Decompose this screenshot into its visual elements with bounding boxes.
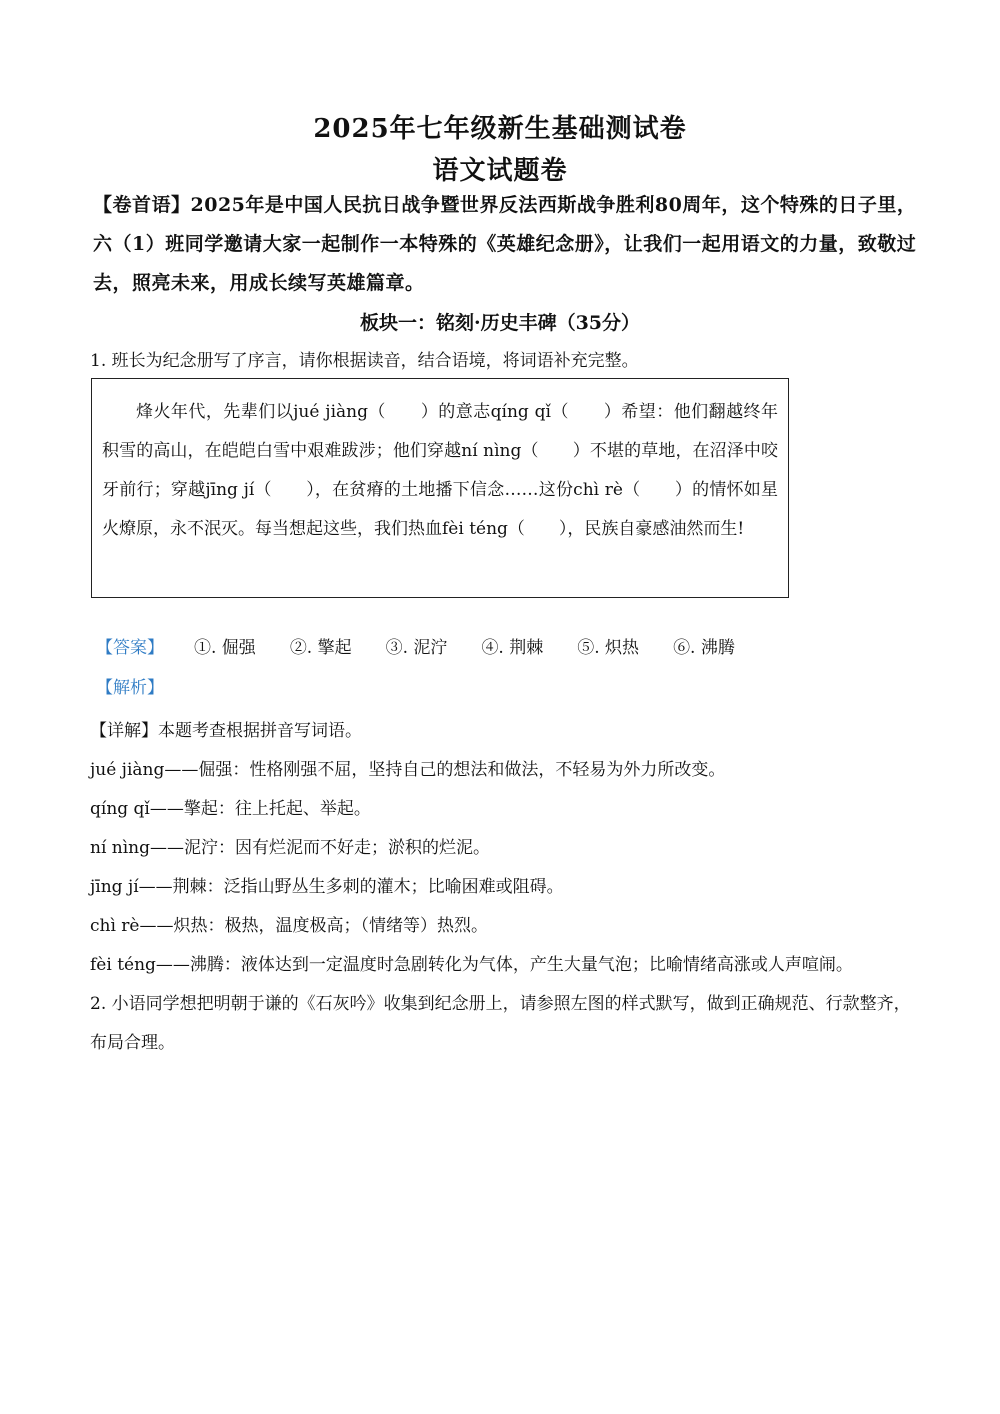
answer-label: 【答案】 xyxy=(96,638,164,658)
answer-item: ⑥. 沸腾 xyxy=(673,638,735,658)
analysis-label: 【解析】 xyxy=(96,678,164,698)
answer-item: ⑤. 炽热 xyxy=(577,638,640,658)
preface-paragraph: 【卷首语】2025年是中国人民抗日战争暨世界反法西斯战争胜利80周年，这个特殊的日子里，六（1）班同学邀请大家一起制作一本特殊的《英雄纪念册》，让我们一起用语文的力量，致敬过去，照亮未来，用成长续写英雄篇章。 xyxy=(93,194,917,294)
detail-line: chì rè——炽热：极热，温度极高；（情绪等）热烈。 xyxy=(90,916,488,936)
answer-item: ③. 泥泞 xyxy=(385,638,448,658)
answer-item: ④. 荆棘 xyxy=(481,638,544,658)
detail-line: jīng jí——荆棘：泛指山野丛生多刺的灌木；比喻困难或阻碍。 xyxy=(90,877,564,897)
detail-intro: 【详解】本题考查根据拼音写词语。 xyxy=(90,721,362,741)
question-1-prompt: 1. 班长为纪念册写了序言，请你根据读音，结合语境，将词语补充完整。 xyxy=(90,351,639,371)
answer-row xyxy=(96,634,769,662)
detail-block xyxy=(90,712,920,985)
question-2-prompt: 2. 小语同学想把明朝于谦的《石灰吟》收集到纪念册上，请参照左图的样式默写，做到正确规范、行款整齐，布局合理。 xyxy=(90,994,911,1053)
exam-subtitle: 语文试题卷 xyxy=(432,156,568,186)
detail-line: jué jiàng——倔强：性格刚强不屈，坚持自己的想法和做法，不轻易为外力所改变。 xyxy=(90,760,726,780)
detail-line: ní nìng——泥泞：因有烂泥而不好走；淤积的烂泥。 xyxy=(90,838,491,858)
passage-box xyxy=(91,378,789,598)
detail-line: qíng qǐ——擎起：往上托起、举起。 xyxy=(90,799,371,819)
answer-item: ①. 倔强 xyxy=(194,638,256,658)
question-2 xyxy=(90,985,920,1063)
detail-line: fèi téng——沸腾：液体达到一定温度时急剧转化为气体，产生大量气泡；比喻情绪高涨或人声喧闹。 xyxy=(90,955,853,975)
answer-item: ②. 擎起 xyxy=(289,638,352,658)
exam-title: 2025年七年级新生基础测试卷 xyxy=(313,114,687,144)
section-title: 板块一：铭刻·历史丰碑（35分） xyxy=(359,312,641,334)
passage-text: 烽火年代，先辈们以jué jiàng（ ）的意志qíng qǐ（ ）希望：他们翻越终年积雪的高山，在皑皑白雪中艰难跋涉；他们穿越ní nìng（ ）不堪的草地，在沼泽中咬牙前行；穿越jīng jí（ ），在贫瘠的土地播下信念……这份chì rè（ ）的情怀如星火燎原，永不泯灭。每当想起这些，我们热血fèi téng（ ），民族自豪感油然而生! xyxy=(102,402,778,539)
